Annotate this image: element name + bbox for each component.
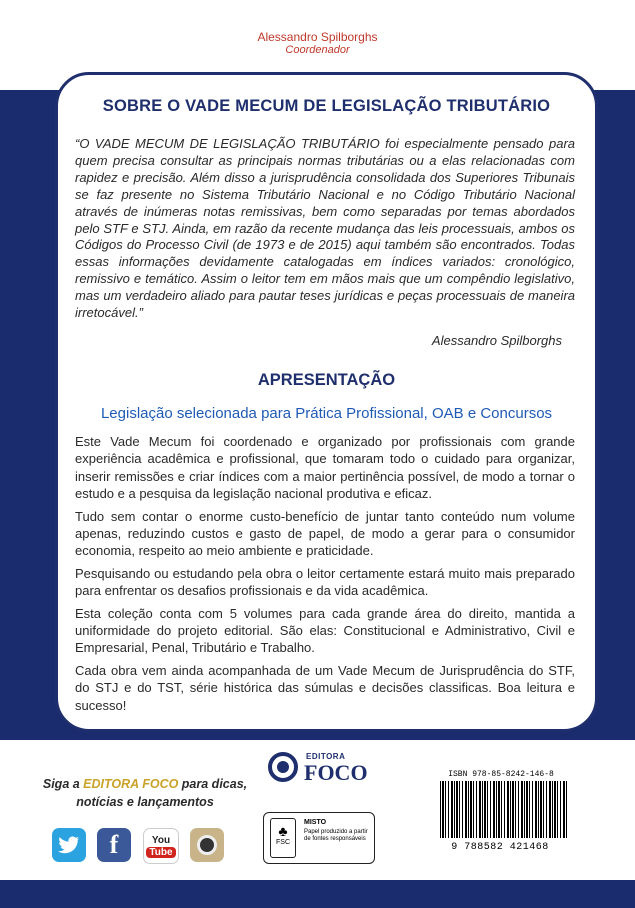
quote-author: Alessandro Spilborghs — [431, 333, 562, 348]
instagram-icon[interactable] — [190, 828, 224, 862]
fsc-text: Papel produzido a partir de fontes responsáveis — [304, 829, 368, 842]
presentation-title: APRESENTAÇÃO — [257, 371, 396, 389]
about-title: SOBRE O VADE MECUM DE LEGISLAÇÃO TRIBUTÁRIO — [102, 97, 551, 115]
paragraph: Pesquisando ou estudando pela obra o leitor certamente estará muito mais preparado para enfrentar os desafios profissionais e da vida acadêmica. — [75, 565, 575, 599]
logo-small-text: EDITORA — [306, 752, 346, 761]
follow-brand: EDITORA FOCO — [83, 777, 179, 791]
fsc-seal — [263, 812, 375, 864]
presentation-body — [75, 433, 575, 719]
content-card — [55, 72, 598, 732]
coordinator-name: Alessandro Spilborghs — [257, 30, 378, 44]
fsc-label: FSC — [276, 839, 290, 846]
paragraph: Esta coleção conta com 5 volumes para cada grande área do direito, mantida a uniformidade do projeto editorial. São elas: Constitucional e Administrativo, Civil e Empresarial, Penal, Tributário e Trabalho. — [75, 605, 575, 656]
coordinator-block — [0, 30, 635, 57]
paragraph: Tudo sem contar o enorme custo-benefício de juntar tanto conteúdo num volume apenas, reduzindo custos e gasto de papel, de modo a gerar para o consumidor economia, respeito ao meio ambiente e praticidade. — [75, 508, 575, 559]
twitter-icon[interactable] — [52, 828, 86, 862]
paragraph: Cada obra vem ainda acompanhada de um Vade Mecum de Jurisprudência do STF, do STJ e do TST, série histórica das súmulas e decisões classificas. Boa leitura e sucesso! — [75, 662, 575, 713]
foco-circle-icon — [268, 752, 298, 782]
youtube-top: You — [151, 834, 171, 846]
paragraph: Este Vade Mecum foi coordenado e organizado por profissionais com grande experiência acadêmica e profissional, que tomaram todo o cuidado para organizar, inserir remissões e criar índices com a maior pertinência possível, de modo a tornar o estudo e a pesquisa da legislação nacional produtiva e eficaz. — [75, 434, 575, 502]
fsc-mixed: MISTO — [304, 819, 327, 826]
fsc-tree-icon: ♣ FSC — [270, 818, 296, 858]
youtube-bottom: Tube — [146, 847, 175, 858]
facebook-letter: f — [109, 830, 119, 859]
barcode — [440, 781, 568, 838]
coordinator-role: Coordenador — [285, 44, 350, 56]
about-quote: “O VADE MECUM DE LEGISLAÇÃO TRIBUTÁRIO foi especialmente pensado para quem precisa consultar as principais normas tributárias ou a elas relacionadas com rapidez e precisão. Além disso a jurisprudência consolidada dos Superiores Tribunais se faz presente no Sistema Tributário Nacional e no Código Tributário Nacional através de inúmeras notas remissivas, bem como separadas por temas abordados pelo STF e STJ. Ainda, em razão da recente mudança das leis processuais, ambos os Códigos do Processo Civil (de 1973 e de 2015) aqui também são encontrados. Todas essas informações devidamente catalogadas em índices variados: cronológico, remissivo e temático. Assim o leitor tem em mãos mais que um compêndio legislativo, mas um verdadeiro aliado para pautar teses jurídicas e peças processuais de maneira irretocável.” — [75, 136, 575, 321]
presentation-subtitle: Legislação selecionada para Prática Profissional, OAB e Concursos — [100, 405, 553, 422]
logo-big-text: FOCO — [304, 760, 368, 785]
youtube-icon[interactable] — [143, 828, 179, 864]
follow-text — [30, 775, 260, 811]
facebook-icon[interactable] — [97, 828, 131, 862]
follow-suffix: para dicas, notícias e lançamentos — [76, 777, 248, 809]
camera-lens-icon — [197, 835, 217, 855]
bottom-blue-band — [0, 880, 635, 908]
barcode-digits: 9 788582 421468 — [451, 842, 549, 853]
isbn-text: ISBN 978-85-8242-146-8 — [448, 770, 554, 779]
follow-prefix: Siga a — [42, 777, 84, 791]
editora-foco-logo — [268, 748, 378, 788]
